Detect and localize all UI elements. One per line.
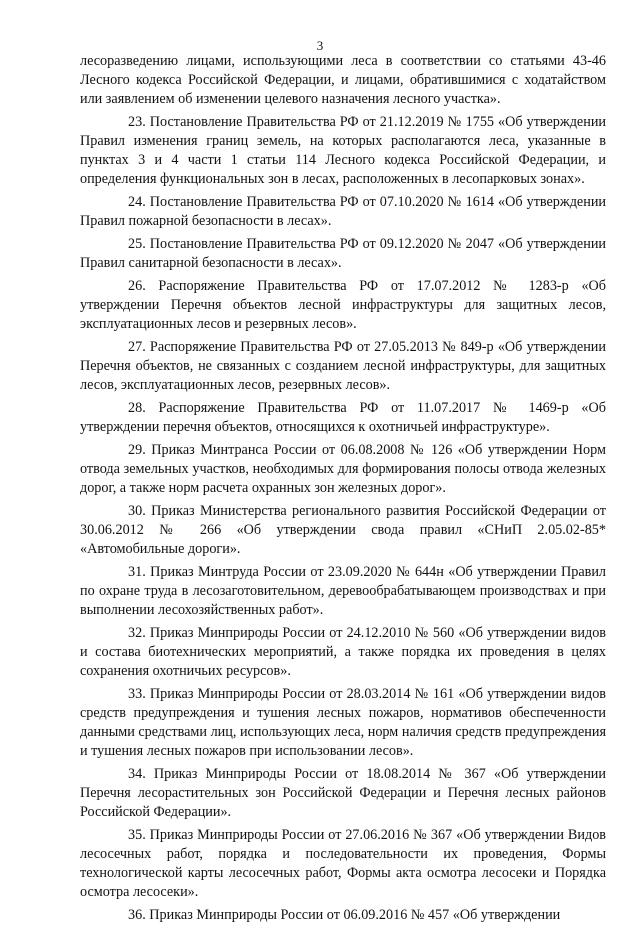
list-item-36: 36. Приказ Минприроды России от 06.09.2016 № 457 «Об утверждении	[128, 907, 561, 923]
list-item-32: 32. Приказ Минприроды России от 24.12.2010 № 560 «Об утверждении видов и состава биотехнических мероприятий, а также порядка их проведения в целях сохранения охотничьих ресурсов».	[80, 625, 606, 679]
list-item-33: 33. Приказ Минприроды России от 28.03.2014 № 161 «Об утверждении видов средств предупреждения и тушения лесных пожаров, нормативов обеспеченности данными средствами лиц, использующих леса, норм наличия средств предупреждения и тушения лесных пожаров при использовании лесов».	[80, 686, 606, 759]
list-item-26: 26. Распоряжение Правительства РФ от 17.07.2012 № 1283-р «Об утверждении Перечня объектов лесной инфраструктуры для защитных лесов, эксплуатационных лесов и резервных лесов».	[80, 278, 606, 332]
list-item-23: 23. Постановление Правительства РФ от 21.12.2019 № 1755 «Об утверждении Правил изменения границ земель, на которых располагаются леса, указанные в пунктах 3 и 4 части 1 статьи 114 Лесного кодекса Российской Федерации, и определения функциональных зон в лесах, расположенных в лесопарковых зонах».	[80, 114, 606, 187]
list-item-24: 24. Постановление Правительства РФ от 07.10.2020 № 1614 «Об утверждении Правил пожарной безопасности в лесах».	[80, 194, 606, 229]
paragraph-continuation: лесоразведению лицами, использующими леса в соответствии со статьями 43-46 Лесного кодекса Российской Федерации, и лицами, обратившимися с ходатайством или заявлением об изменении целевого назначения лесного участка».	[80, 53, 606, 107]
list-item-27: 27. Распоряжение Правительства РФ от 27.05.2013 № 849-р «Об утверждении Перечня объектов, не связанных с созданием лесной инфраструктуры, для защитных лесов, эксплуатационных лесов, резервных лесов».	[80, 339, 606, 393]
document-body	[80, 52, 606, 929]
list-item-28: 28. Распоряжение Правительства РФ от 11.07.2017 № 1469-р «Об утверждении перечня объектов, относящихся к охотничьей инфраструктуре».	[80, 400, 606, 435]
page-number: 3	[316, 38, 324, 53]
list-item-31: 31. Приказ Минтруда России от 23.09.2020 № 644н «Об утверждении Правил по охране труда в лесозаготовительном, деревообрабатывающем производствах и при выполнении лесохозяйственных работ».	[80, 564, 606, 618]
list-item-34: 34. Приказ Минприроды России от 18.08.2014 № 367 «Об утверждении Перечня лесорастительных зон Российской Федерации и Перечня лесных районов Российской Федерации».	[80, 766, 606, 820]
list-item-30: 30. Приказ Министерства регионального развития Российской Федерации от 30.06.2012 № 266 «Об утверждении свода правил «СНиП 2.05.02-85* «Автомобильные дороги».	[80, 503, 606, 557]
list-item-25: 25. Постановление Правительства РФ от 09.12.2020 № 2047 «Об утверждении Правил санитарной безопасности в лесах».	[80, 236, 606, 271]
list-item-29: 29. Приказ Минтранса России от 06.08.2008 № 126 «Об утверждении Норм отвода земельных участков, необходимых для формирования полосы отвода железных дорог, а также норм расчета охранных зон железных дорог».	[80, 442, 606, 496]
list-item-35: 35. Приказ Минприроды России от 27.06.2016 № 367 «Об утверждении Видов лесосечных работ, порядка и последовательности их проведения, Формы технологической карты лесосечных работ, Формы акта осмотра лесосеки и Порядка осмотра лесосеки».	[80, 827, 606, 900]
